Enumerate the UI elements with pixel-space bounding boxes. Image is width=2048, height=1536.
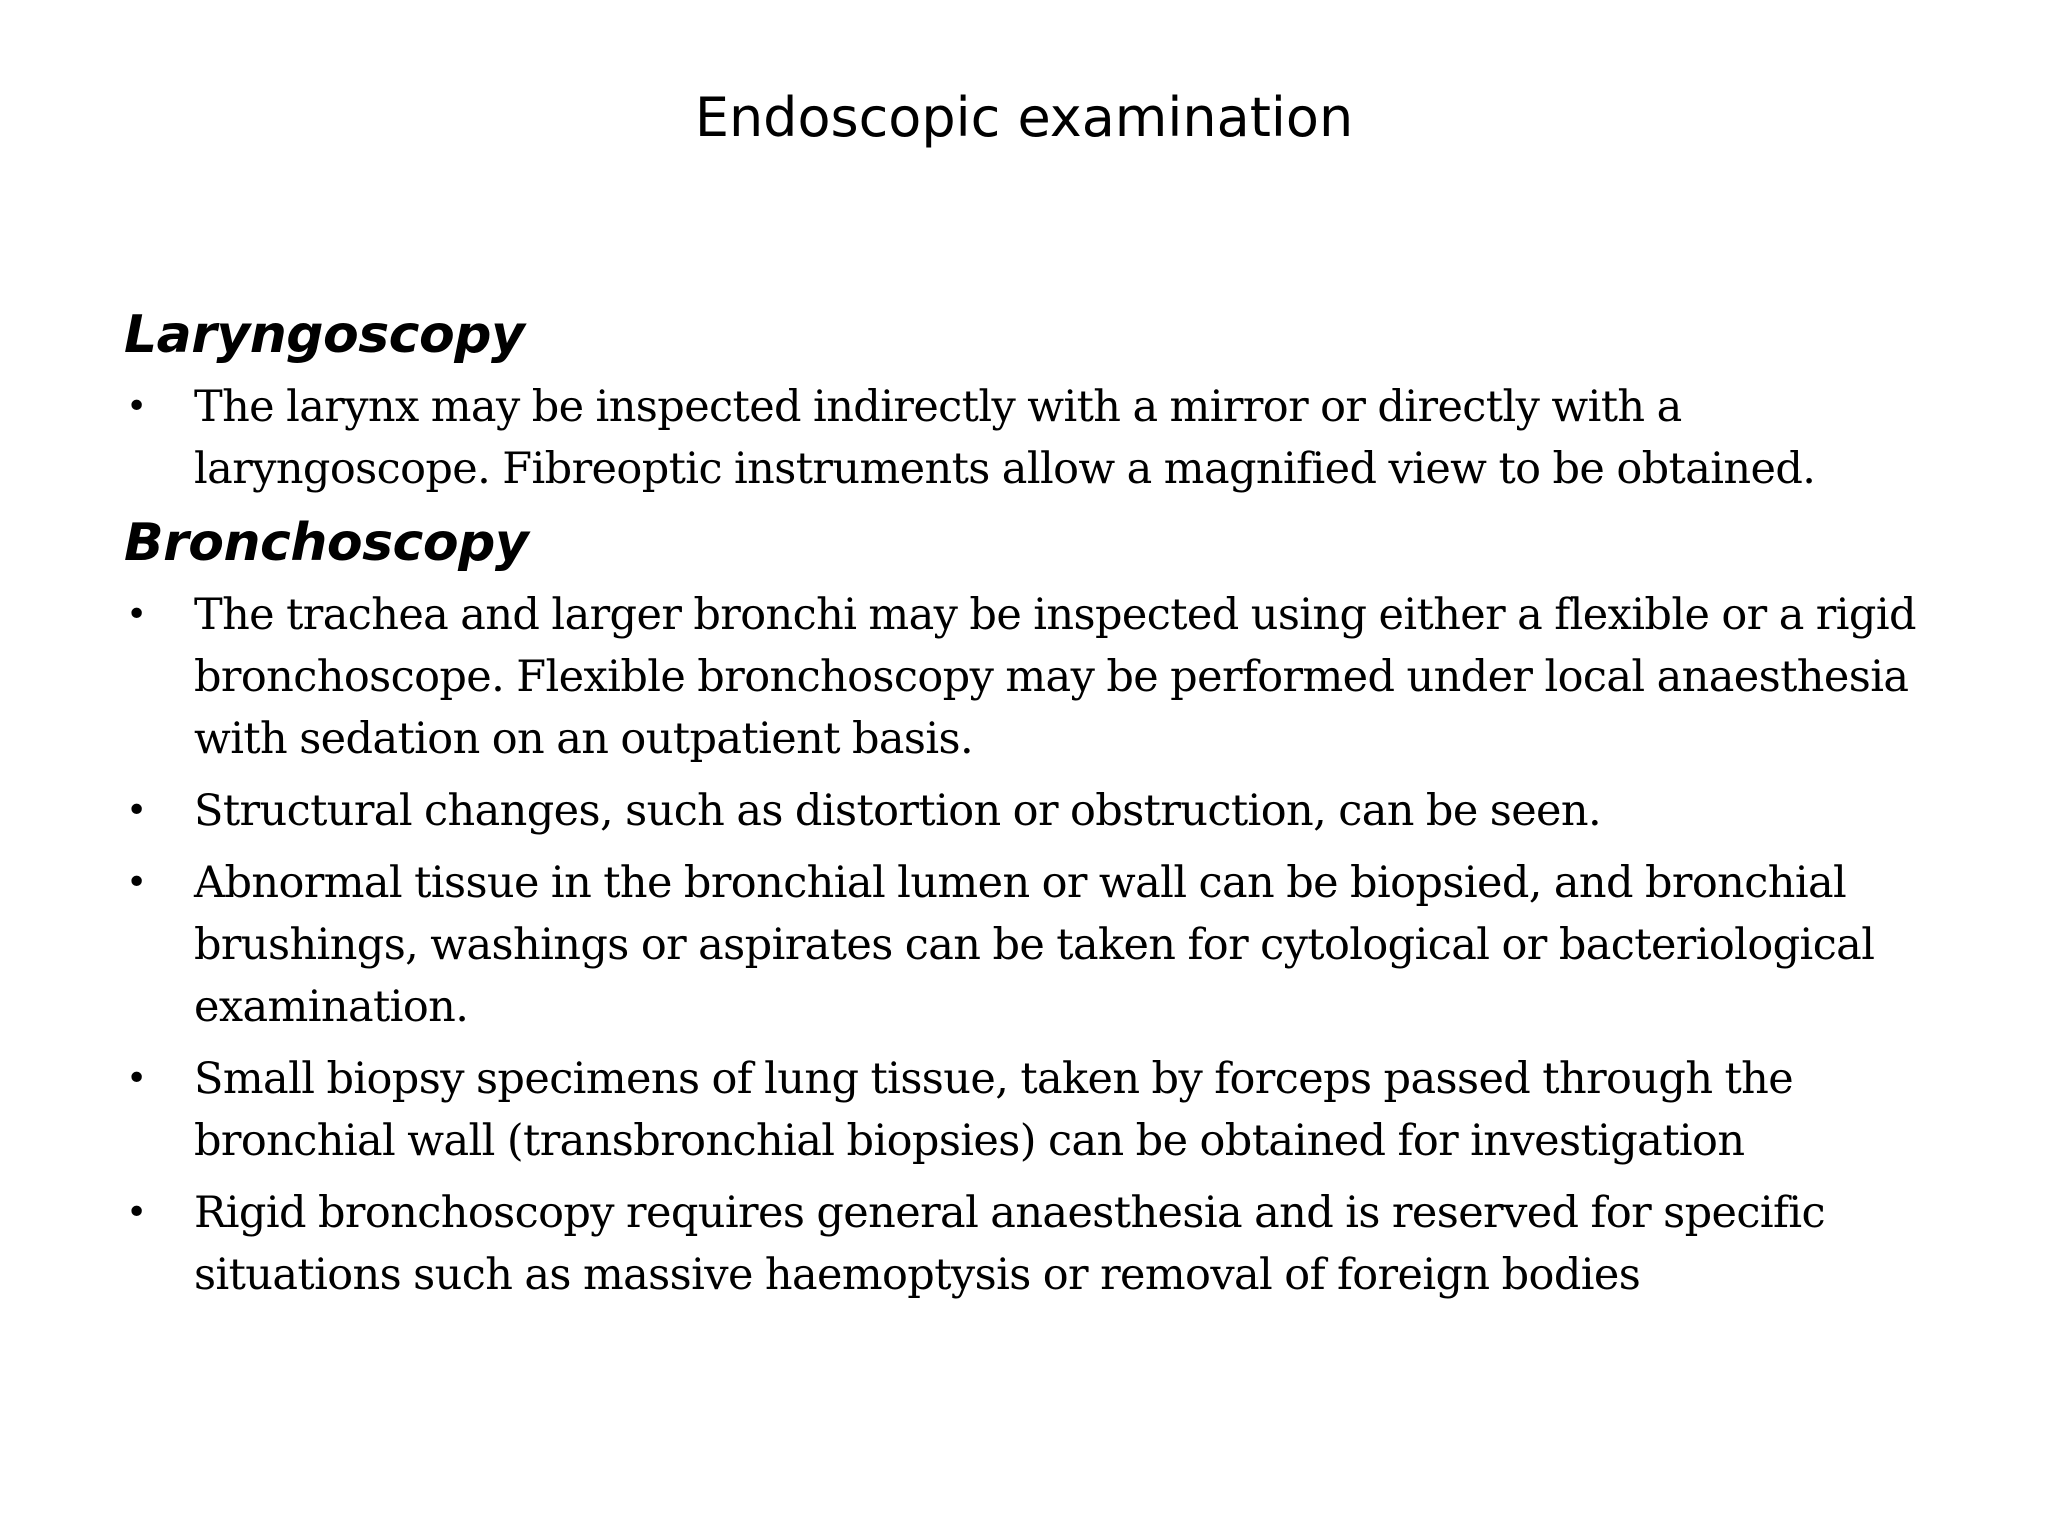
bullet-icon: • [126,386,147,427]
slide-content [124,300,1944,1306]
slide-title: Endoscopic examination [694,86,1354,149]
bullet-item [124,584,1944,770]
bullet-item [124,780,1944,842]
bullet-list-laryngoscopy [124,376,1944,500]
bullet-icon: • [126,790,147,831]
section-laryngoscopy [124,300,1944,500]
section-bronchoscopy [124,508,1944,1306]
bullet-item [124,1182,1944,1306]
bullet-text: Rigid bronchoscopy requires general anaesthesia and is reserved for specific situations such as massive haemoptysis or removal of foreign bodies [194,1188,1825,1300]
bullet-text: Abnormal tissue in the bronchial lumen or wall can be biopsied, and bronchial brushings, washings or aspirates can be taken for cytological or bacteriological examination. [194,858,1875,1032]
bullet-icon: • [126,1058,147,1099]
bullet-item [124,376,1944,500]
bullet-list-bronchoscopy [124,584,1944,1306]
bullet-text: The larynx may be inspected indirectly with a mirror or directly with a laryngoscope. Fibreoptic instruments allow a magnified view to be obtained. [194,382,1816,494]
bullet-text: Structural changes, such as distortion or obstruction, can be seen. [194,786,1602,836]
bullet-text: Small biopsy specimens of lung tissue, taken by forceps passed through the bronchial wall (transbronchial biopsies) can be obtained for investigation [194,1054,1794,1166]
section-heading-bronchoscopy: Bronchoscopy [124,513,529,573]
bullet-icon: • [126,862,147,903]
section-heading-laryngoscopy: Laryngoscopy [124,305,525,365]
bullet-text: The trachea and larger bronchi may be inspected using either a flexible or a rigid bronchoscope. Flexible bronchoscopy may be performed under local anaesthesia with sedation on an outpatient basis. [194,590,1916,764]
bullet-icon: • [126,594,147,635]
bullet-item [124,1048,1944,1172]
bullet-item [124,852,1944,1038]
bullet-icon: • [126,1192,147,1233]
